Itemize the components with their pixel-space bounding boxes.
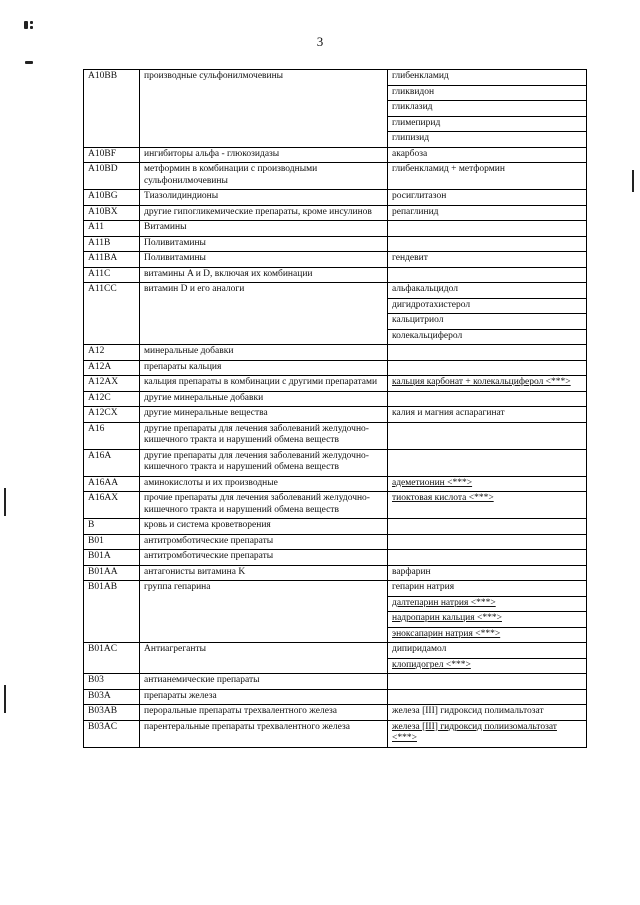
drug-name-cell: кальцитриол <box>388 314 587 330</box>
group-name-cell: препараты железа <box>140 689 388 705</box>
drug-name-cell <box>388 519 587 535</box>
drug-name-cell <box>388 689 587 705</box>
page-number: 3 <box>316 34 324 49</box>
table-row <box>84 674 587 690</box>
atc-code-cell: A11 <box>84 221 140 237</box>
group-name-cell: антитромботические препараты <box>140 534 388 550</box>
scan-artifact <box>24 21 28 29</box>
drug-name-cell: кальция карбонат + колекальциферол <***> <box>388 376 587 392</box>
table-row <box>84 581 587 597</box>
group-name-cell: ингибиторы альфа - глюкозидазы <box>140 147 388 163</box>
group-name-cell: производные сульфонилмочевины <box>140 70 388 148</box>
drug-name-cell: глибенкламид + метформин <box>388 163 587 190</box>
atc-code-cell: B03AB <box>84 705 140 721</box>
drug-name-cell: клопидогрел <***> <box>388 658 587 674</box>
table-row <box>84 221 587 237</box>
drug-name-cell: глибенкламид <box>388 70 587 86</box>
atc-code-cell: A11BA <box>84 252 140 268</box>
group-name-cell: прочие препараты для лечения заболеваний желудочно-кишечного тракта и нарушений обмена веществ <box>140 492 388 519</box>
table-row <box>84 519 587 535</box>
table-row <box>84 70 587 86</box>
group-name-cell: кальция препараты в комбинации с другими препаратами <box>140 376 388 392</box>
drug-name-cell <box>388 236 587 252</box>
atc-code-cell: B03 <box>84 674 140 690</box>
atc-code-cell: A10BB <box>84 70 140 148</box>
table-row <box>84 205 587 221</box>
group-name-cell: Поливитамины <box>140 252 388 268</box>
group-name-cell: аминокислоты и их производные <box>140 476 388 492</box>
table-row <box>84 534 587 550</box>
atc-code-cell: A16AA <box>84 476 140 492</box>
drug-name-cell: далтепарин натрия <***> <box>388 596 587 612</box>
drug-name-cell <box>388 345 587 361</box>
drug-name-cell: гендевит <box>388 252 587 268</box>
drug-name-cell <box>388 360 587 376</box>
group-name-cell: пероральные препараты трехвалентного железа <box>140 705 388 721</box>
group-name-cell: Антиагреганты <box>140 643 388 674</box>
group-name-cell: другие препараты для лечения заболеваний желудочно-кишечного тракта и нарушений обмена веществ <box>140 449 388 476</box>
atc-code-cell: A16 <box>84 422 140 449</box>
table-row <box>84 407 587 423</box>
group-name-cell: метформин в комбинации с производными сульфонилмочевины <box>140 163 388 190</box>
atc-code-cell: A11B <box>84 236 140 252</box>
group-name-cell: Витамины <box>140 221 388 237</box>
drug-name-cell <box>388 391 587 407</box>
table-row <box>84 190 587 206</box>
table-row <box>84 492 587 519</box>
table-row <box>84 643 587 659</box>
scan-artifact <box>25 61 33 64</box>
drug-name-cell: глимепирид <box>388 116 587 132</box>
table-row <box>84 720 587 747</box>
drug-name-cell: колекальциферол <box>388 329 587 345</box>
drug-name-cell <box>388 550 587 566</box>
table-row <box>84 449 587 476</box>
group-name-cell: другие препараты для лечения заболеваний желудочно-кишечного тракта и нарушений обмена веществ <box>140 422 388 449</box>
atc-code-cell: B03A <box>84 689 140 705</box>
table-body <box>84 70 587 748</box>
scan-artifact <box>4 685 6 713</box>
atc-code-cell: B01AA <box>84 565 140 581</box>
group-name-cell: кровь и система кроветворения <box>140 519 388 535</box>
atc-code-cell: B03AC <box>84 720 140 747</box>
table-row <box>84 391 587 407</box>
group-name-cell: другие гипогликемические препараты, кроме инсулинов <box>140 205 388 221</box>
drug-name-cell <box>388 422 587 449</box>
atc-code-cell: A16AX <box>84 492 140 519</box>
atc-code-cell: A12CX <box>84 407 140 423</box>
table-row <box>84 422 587 449</box>
drug-classification-table <box>83 69 587 748</box>
atc-code-cell: B01 <box>84 534 140 550</box>
scan-artifact <box>4 488 6 516</box>
atc-code-cell: A10BG <box>84 190 140 206</box>
table-row <box>84 283 587 299</box>
drug-name-cell: гепарин натрия <box>388 581 587 597</box>
drug-name-cell: росиглитазон <box>388 190 587 206</box>
scan-artifact <box>632 170 634 192</box>
atc-code-cell: A10BF <box>84 147 140 163</box>
drug-name-cell: репаглинид <box>388 205 587 221</box>
table-row <box>84 565 587 581</box>
drug-name-cell: варфарин <box>388 565 587 581</box>
drug-name-cell: дипиридамол <box>388 643 587 659</box>
atc-code-cell: A16A <box>84 449 140 476</box>
drug-name-cell: адеметионин <***> <box>388 476 587 492</box>
group-name-cell: минеральные добавки <box>140 345 388 361</box>
drug-name-cell: эноксапарин натрия <***> <box>388 627 587 643</box>
drug-name-cell <box>388 449 587 476</box>
atc-code-cell: B01AC <box>84 643 140 674</box>
drug-name-cell: акарбоза <box>388 147 587 163</box>
table-row <box>84 550 587 566</box>
group-name-cell: другие минеральные добавки <box>140 391 388 407</box>
drug-name-cell: дигидротахистерол <box>388 298 587 314</box>
drug-name-cell: гликлазид <box>388 101 587 117</box>
atc-code-cell: A10BX <box>84 205 140 221</box>
group-name-cell: препараты кальция <box>140 360 388 376</box>
group-name-cell: витамин D и его аналоги <box>140 283 388 345</box>
drug-name-cell <box>388 674 587 690</box>
group-name-cell: другие минеральные вещества <box>140 407 388 423</box>
atc-code-cell: A12 <box>84 345 140 361</box>
drug-name-cell <box>388 221 587 237</box>
drug-name-cell: надропарин кальция <***> <box>388 612 587 628</box>
atc-code-cell: A12C <box>84 391 140 407</box>
drug-name-cell: железа [III] гидроксид полиизомальтозат <***> <box>388 720 587 747</box>
scan-artifact <box>30 21 33 24</box>
atc-code-cell: B <box>84 519 140 535</box>
table-row <box>84 147 587 163</box>
table-row <box>84 689 587 705</box>
group-name-cell: антитромботические препараты <box>140 550 388 566</box>
table-row <box>84 163 587 190</box>
table-row <box>84 376 587 392</box>
table-row <box>84 236 587 252</box>
group-name-cell: антианемические препараты <box>140 674 388 690</box>
group-name-cell: Поливитамины <box>140 236 388 252</box>
drug-name-cell <box>388 534 587 550</box>
table-row <box>84 360 587 376</box>
group-name-cell: Тиазолидиндионы <box>140 190 388 206</box>
table-row <box>84 267 587 283</box>
drug-name-cell: тиоктовая кислота <***> <box>388 492 587 519</box>
table-row <box>84 705 587 721</box>
group-name-cell: витамины A и D, включая их комбинации <box>140 267 388 283</box>
table-row <box>84 345 587 361</box>
drug-name-cell: железа [III] гидроксид полимальтозат <box>388 705 587 721</box>
drug-name-cell: калия и магния аспарагинат <box>388 407 587 423</box>
scan-artifact <box>30 26 33 29</box>
drug-name-cell: альфакальцидол <box>388 283 587 299</box>
atc-code-cell: A11C <box>84 267 140 283</box>
drug-name-cell: глипизид <box>388 132 587 148</box>
atc-code-cell: A11CC <box>84 283 140 345</box>
drug-name-cell: гликвидон <box>388 85 587 101</box>
table-row <box>84 252 587 268</box>
atc-code-cell: B01AB <box>84 581 140 643</box>
drug-name-cell <box>388 267 587 283</box>
atc-code-cell: A12AX <box>84 376 140 392</box>
group-name-cell: парентеральные препараты трехвалентного железа <box>140 720 388 747</box>
table-row <box>84 476 587 492</box>
group-name-cell: антагонисты витамина K <box>140 565 388 581</box>
atc-code-cell: B01A <box>84 550 140 566</box>
atc-code-cell: A10BD <box>84 163 140 190</box>
group-name-cell: группа гепарина <box>140 581 388 643</box>
atc-code-cell: A12A <box>84 360 140 376</box>
